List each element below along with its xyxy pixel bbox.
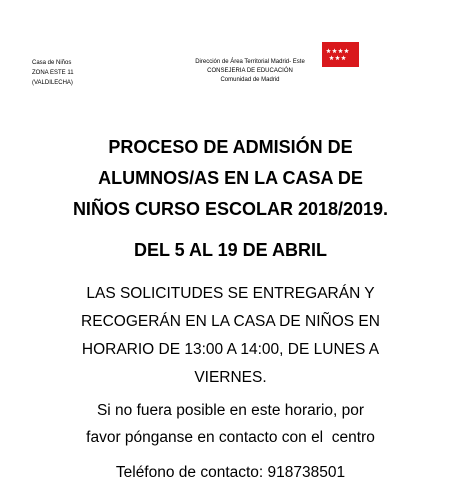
contact-note [0,397,461,451]
comunidad-de-madrid-flag-icon [322,42,359,67]
flag-stars [322,42,359,67]
body-line: HORARIO DE 13:00 A 14:00, DE LUNES A [81,341,380,358]
header-center-line: Comunidad de Madrid [220,77,280,83]
flag-star-icon [326,48,331,53]
title-line: NIÑOS CURSO ESCOLAR 2018/2019. [72,199,389,219]
contact-phone: Teléfono de contacto: 918738501 [115,464,346,481]
flag-star-icon [329,55,334,60]
document-title [0,132,461,225]
flag-star-icon [338,48,343,53]
flag-star-icon [341,55,346,60]
flag-star-icon [332,48,337,53]
note-line: favor pónganse en contacto con el centro [86,429,375,446]
header-center-line: Dirección de Área Territorial Madrid- Este [195,59,305,65]
header-left-line: ZONA ESTE 11 [32,70,74,76]
header-center-line: CONSEJERIA DE EDUCACIÓN [207,68,293,74]
flag-star-icon [335,55,340,60]
title-line: ALUMNOS/AS EN LA CASA DE [98,168,363,188]
admission-dates: DEL 5 AL 19 DE ABRIL [133,240,328,260]
header-left-block [32,58,74,88]
header-center-block [170,58,330,85]
body-line: RECOGERÁN EN LA CASA DE NIÑOS EN [81,313,380,330]
header-left-line: (VALDILECHA) [32,80,73,86]
header-left-line: Casa de Niños [32,60,72,66]
flag-star-icon [344,48,349,53]
note-line: Si no fuera posible en este horario, por [96,402,365,419]
title-line: PROCESO DE ADMISIÓN DE [108,137,353,157]
body-line: LAS SOLICITUDES SE ENTREGARÁN Y [86,285,375,302]
submission-info [0,280,461,392]
body-line: VIERNES. [194,369,267,386]
